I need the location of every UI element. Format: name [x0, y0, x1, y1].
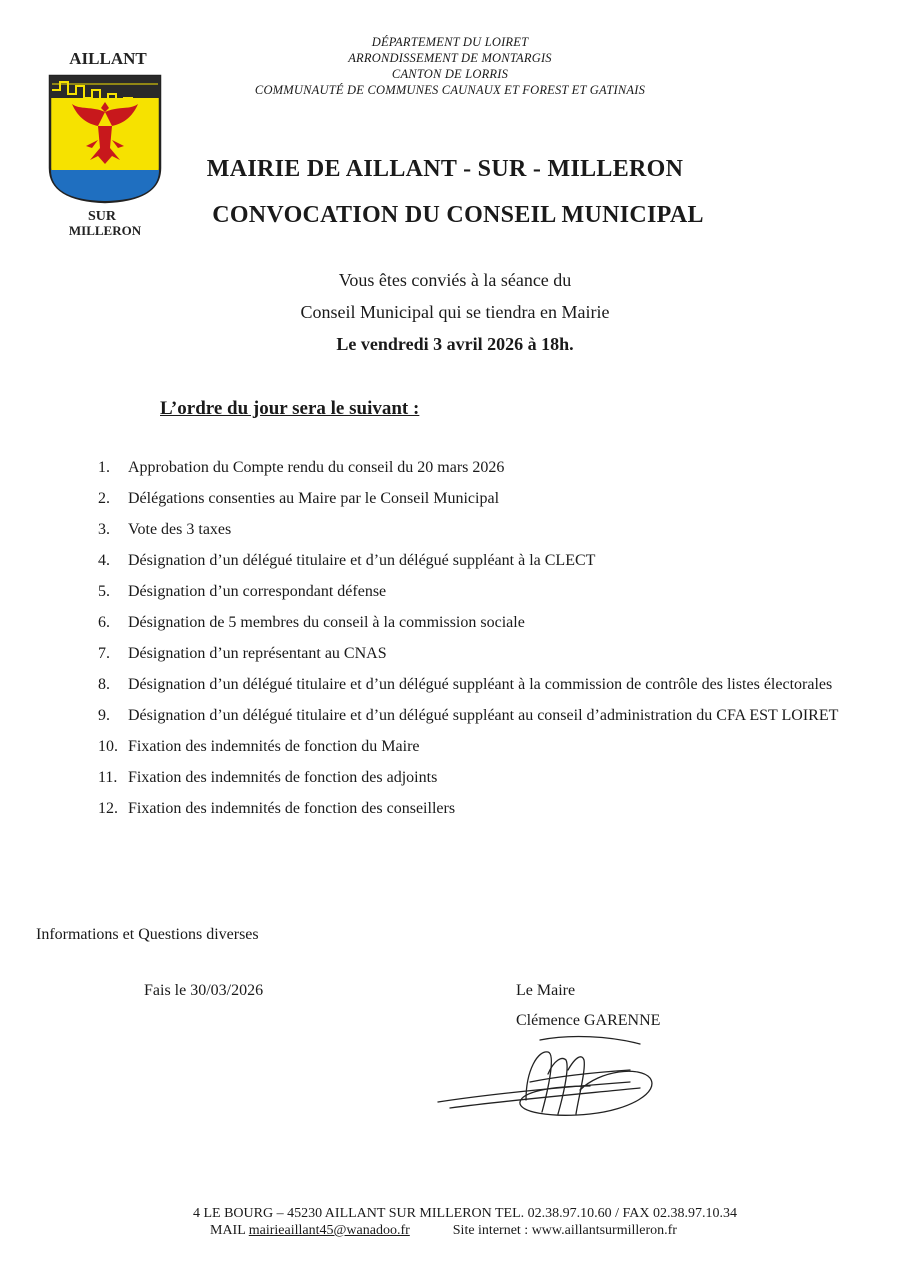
agenda-item — [98, 793, 858, 824]
footer-contact — [90, 1222, 830, 1239]
agenda-item — [98, 545, 858, 576]
agenda-item — [98, 669, 858, 700]
agenda-item-number: 1. — [98, 459, 110, 476]
invitation-line-1: Vous êtes conviés à la séance du — [338, 270, 572, 290]
agenda-item-number: 11. — [98, 769, 118, 786]
coat-of-arms — [40, 40, 170, 240]
meeting-date: Le vendredi 3 avril 2026 à 18h. — [336, 334, 574, 354]
agenda-item-text: Désignation d’un délégué titulaire et d’un délégué suppléant à la commission de contrôle des listes électorales — [128, 676, 833, 693]
coat-bottom-text-2: MILLERON — [68, 223, 142, 238]
agenda-item-text: Fixation des indemnités de fonction des conseillers — [128, 800, 456, 817]
signature-icon — [430, 1030, 670, 1130]
agenda-item-number: 9. — [98, 707, 110, 724]
agenda-item-text: Délégations consenties au Maire par le Conseil Municipal — [128, 490, 500, 507]
agenda-item-number: 4. — [98, 552, 110, 569]
agenda-item-number: 5. — [98, 583, 110, 600]
agenda-item — [98, 452, 858, 483]
footer-mail-label: MAIL — [210, 1223, 246, 1238]
agenda-item — [98, 576, 858, 607]
shield-chief — [50, 76, 160, 98]
invitation-line-2: Conseil Municipal qui se tiendra en Mairie — [300, 302, 610, 322]
agenda-item-text: Désignation d’un délégué titulaire et d’un délégué suppléant à la CLECT — [128, 552, 596, 569]
footer-site: Site internet : www.aillantsurmilleron.fr — [452, 1223, 677, 1238]
agenda-item — [98, 762, 858, 793]
agenda-item-text: Désignation d’un délégué titulaire et d’un délégué suppléant au conseil d’administration du CFA EST LOIRET — [128, 707, 839, 724]
footer-mail-link[interactable]: mairieaillant45@wanadoo.fr — [248, 1223, 410, 1238]
coat-bottom-text-1: SUR — [87, 209, 117, 224]
agenda-item — [98, 638, 858, 669]
agenda-item — [98, 607, 858, 638]
agenda-item-number: 7. — [98, 645, 110, 662]
agenda-item-text: Fixation des indemnités de fonction des adjoints — [128, 769, 438, 786]
signature — [430, 1030, 670, 1130]
agenda-heading: L’ordre du jour sera le suivant : — [160, 398, 420, 419]
header-line-departement: DÉPARTEMENT DU LOIRET — [371, 35, 529, 49]
agenda-item — [98, 514, 858, 545]
maire-label: Le Maire — [516, 982, 576, 999]
agenda-item-text: Désignation d’un correspondant défense — [128, 583, 387, 600]
footer-address: 4 LE BOURG – 45230 AILLANT SUR MILLERON TEL. 02.38.97.10.60 / FAX 02.38.97.10.34 — [192, 1206, 738, 1221]
signature-date: Fais le 30/03/2026 — [144, 982, 264, 999]
coat-top-text: AILLANT — [69, 49, 147, 68]
maire-name: Clémence GARENNE — [516, 1012, 661, 1029]
invitation-block — [230, 264, 680, 360]
agenda-item-text: Désignation d’un représentant au CNAS — [128, 645, 387, 662]
agenda-item-number: 12. — [98, 800, 118, 817]
agenda-item-text: Approbation du Compte rendu du conseil du 20 mars 2026 — [128, 459, 505, 476]
agenda-list — [98, 452, 858, 824]
informations-line: Informations et Questions diverses — [36, 926, 259, 943]
header-line-arrondissement: ARRONDISSEMENT DE MONTARGIS — [348, 51, 552, 65]
agenda-item — [98, 731, 858, 762]
agenda-item-number: 8. — [98, 676, 110, 693]
agenda-item — [98, 483, 858, 514]
administrative-header — [220, 34, 680, 98]
agenda-item-text: Vote des 3 taxes — [128, 521, 232, 538]
agenda-item-number: 6. — [98, 614, 110, 631]
agenda-item-number: 2. — [98, 490, 110, 507]
agenda-item-text: Désignation de 5 membres du conseil à la commission sociale — [128, 614, 525, 631]
agenda-item-text: Fixation des indemnités de fonction du Maire — [128, 738, 420, 755]
agenda-item — [98, 700, 858, 731]
header-line-canton: CANTON DE LORRIS — [391, 67, 509, 81]
mairie-title: MAIRIE DE AILLANT - SUR - MILLERON — [206, 156, 684, 182]
agenda-item-number: 10. — [98, 738, 118, 755]
shield-base — [51, 170, 159, 201]
convocation-title: CONVOCATION DU CONSEIL MUNICIPAL — [212, 202, 704, 228]
agenda-item-number: 3. — [98, 521, 110, 538]
footer — [90, 1205, 830, 1239]
header-line-communaute: COMMUNAUTÉ DE COMMUNES CAUNAUX ET FOREST ET GATINAIS — [254, 83, 646, 97]
